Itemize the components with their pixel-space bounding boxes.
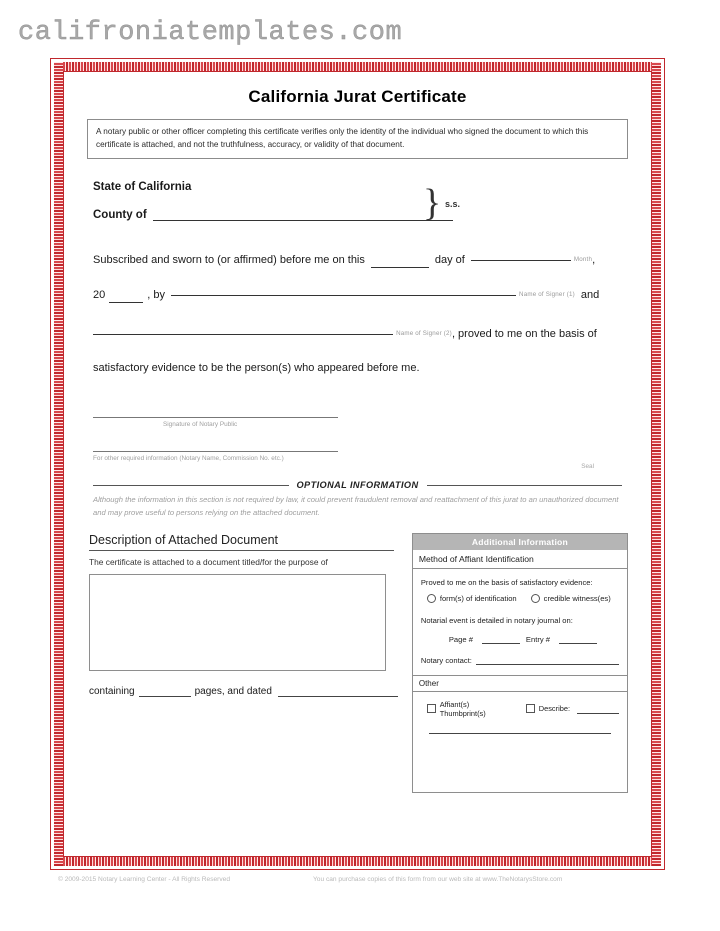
by-label: , by: [147, 289, 165, 302]
year-blank[interactable]: [109, 289, 143, 303]
checkbox-thumbprint[interactable]: [427, 700, 516, 718]
border-band-bottom: [54, 857, 661, 866]
bottom-columns: [89, 533, 628, 793]
site-watermark: califroniatemplates.com: [18, 18, 403, 48]
line1-comma: ,: [592, 254, 596, 267]
notary-disclaimer-box: A notary public or other officer completing this certificate verifies only the identity of the individual who signed the document to which this certificate is attached, and not the truthfulness, accuracy, or validity of that document.: [87, 119, 628, 159]
entry-number-label: Entry #: [525, 634, 550, 644]
checkbox-icon[interactable]: [427, 704, 436, 713]
describe-blank[interactable]: [577, 704, 619, 714]
sworn-line-3: [93, 321, 622, 342]
description-column: [89, 533, 402, 793]
signature-block: [93, 416, 622, 471]
signer2-caption: Name of Signer (2): [396, 330, 452, 338]
page-number-label: Page #: [448, 634, 473, 644]
border-band-left: [54, 62, 63, 866]
page-title: California Jurat Certificate: [248, 87, 467, 106]
optional-information-note: Although the information in this section is not required by law, it could prevent fraudulent removal and reattachment of this jurat to an unauthorized document and may prove useful to persons relying on the attached document.: [93, 495, 619, 517]
notary-contact-blank[interactable]: [476, 654, 619, 665]
description-textbox[interactable]: [89, 574, 386, 671]
notary-contact-label: Notary contact:: [420, 655, 472, 665]
signer1-caption: Name of Signer (1): [519, 291, 575, 299]
panel-bottom-space: [421, 734, 619, 792]
radio-witness-label: credible witness(es): [543, 593, 611, 603]
description-heading: Description of Attached Document: [89, 533, 394, 551]
entry-number-blank[interactable]: [559, 633, 597, 644]
pages-blank[interactable]: [139, 684, 191, 697]
footer-purchase-note: You can purchase copies of this form from our web site at www.TheNotarysStore.com: [313, 876, 563, 883]
notary-contact-row: [421, 654, 619, 665]
and-label: and: [580, 289, 600, 302]
county-row: [93, 208, 453, 221]
other-section-header: Other: [413, 675, 627, 692]
signer2-field[interactable]: [93, 321, 452, 342]
journal-text: Notarial event is detailed in notary journal on:: [420, 615, 573, 625]
checkbox-describe-label: Describe:: [538, 704, 570, 714]
signer2-blank[interactable]: [93, 321, 393, 335]
radio-icon[interactable]: [531, 594, 540, 603]
optional-information-label: OPTIONAL INFORMATION: [296, 480, 419, 491]
dated-blank[interactable]: [278, 684, 398, 697]
certificate-border-frame: [50, 58, 665, 870]
containing-row: [89, 684, 402, 697]
month-blank[interactable]: [471, 247, 571, 261]
seal-label: Seal: [581, 463, 594, 471]
sworn-line-4: [93, 360, 622, 376]
day-blank[interactable]: [371, 254, 429, 268]
checkbox-thumbprint-label: Affiant(s) Thumbprint(s): [439, 699, 486, 718]
other-info-caption: For other required information (Notary Name, Commission No. etc.): [93, 455, 284, 463]
additional-information-header: Additional Information: [413, 534, 627, 550]
radio-credible-witness[interactable]: [531, 594, 611, 603]
divider-rule-left: [93, 485, 289, 486]
other-checkbox-group: [421, 692, 619, 718]
notary-signature-caption: Signature of Notary Public: [163, 421, 238, 429]
containing-mid: pages, and dated: [194, 685, 272, 697]
venue-brace: }: [423, 182, 442, 225]
venue-block: [93, 181, 461, 225]
other-info-blank[interactable]: [93, 450, 338, 452]
description-subtext: The certificate is attached to a document titled/for the purpose of: [89, 556, 328, 567]
month-caption: Month: [573, 256, 593, 264]
sworn-line-1: [93, 247, 622, 268]
additional-information-panel: [412, 533, 628, 793]
journal-page-entry-row: [421, 633, 619, 644]
checkbox-describe[interactable]: [526, 704, 619, 714]
jurat-body: [93, 247, 622, 376]
additional-information-column: [412, 533, 628, 793]
certificate-inner-border: [63, 71, 652, 857]
footer-copyright: © 2009-2015 Notary Learning Center - All Rights Reserved: [58, 876, 230, 883]
radio-form-of-identification[interactable]: [427, 594, 517, 603]
proved-basis-text: Proved to me on the basis of satisfactory evidence:: [420, 577, 593, 587]
checkbox-icon[interactable]: [526, 704, 535, 713]
state-label: State of California: [93, 181, 192, 194]
identification-radio-group: [421, 594, 619, 603]
county-label: County of: [93, 209, 147, 222]
satisfactory-evidence-text: satisfactory evidence to be the person(s) who appeared before me.: [93, 362, 420, 375]
month-field[interactable]: [471, 247, 592, 268]
containing-prefix: containing: [89, 685, 135, 697]
optional-information-divider: [93, 480, 622, 490]
certificate-page: [65, 73, 650, 855]
signer1-field[interactable]: [171, 282, 575, 303]
county-input-blank[interactable]: [153, 208, 453, 221]
page-number-blank[interactable]: [482, 633, 520, 644]
notary-signature-blank[interactable]: [93, 416, 338, 418]
year-prefix: 20: [93, 289, 106, 302]
sworn-line-2: [93, 282, 622, 303]
sworn-text: Subscribed and sworn to (or affirmed) before me on this: [93, 254, 365, 267]
additional-information-body: [413, 569, 627, 792]
radio-icon[interactable]: [427, 594, 436, 603]
signer1-blank[interactable]: [171, 282, 516, 296]
method-of-identification-header: Method of Affiant Identification: [413, 550, 627, 569]
divider-rule-right: [427, 485, 623, 486]
proved-text: , proved to me on the basis of: [451, 328, 597, 341]
page-footer: [58, 876, 668, 883]
radio-form-label: form(s) of identification: [439, 593, 517, 603]
ss-label: s.s.: [445, 199, 461, 210]
border-band-right: [652, 62, 661, 866]
day-of-label: day of: [434, 254, 465, 267]
border-band-top: [54, 62, 661, 71]
